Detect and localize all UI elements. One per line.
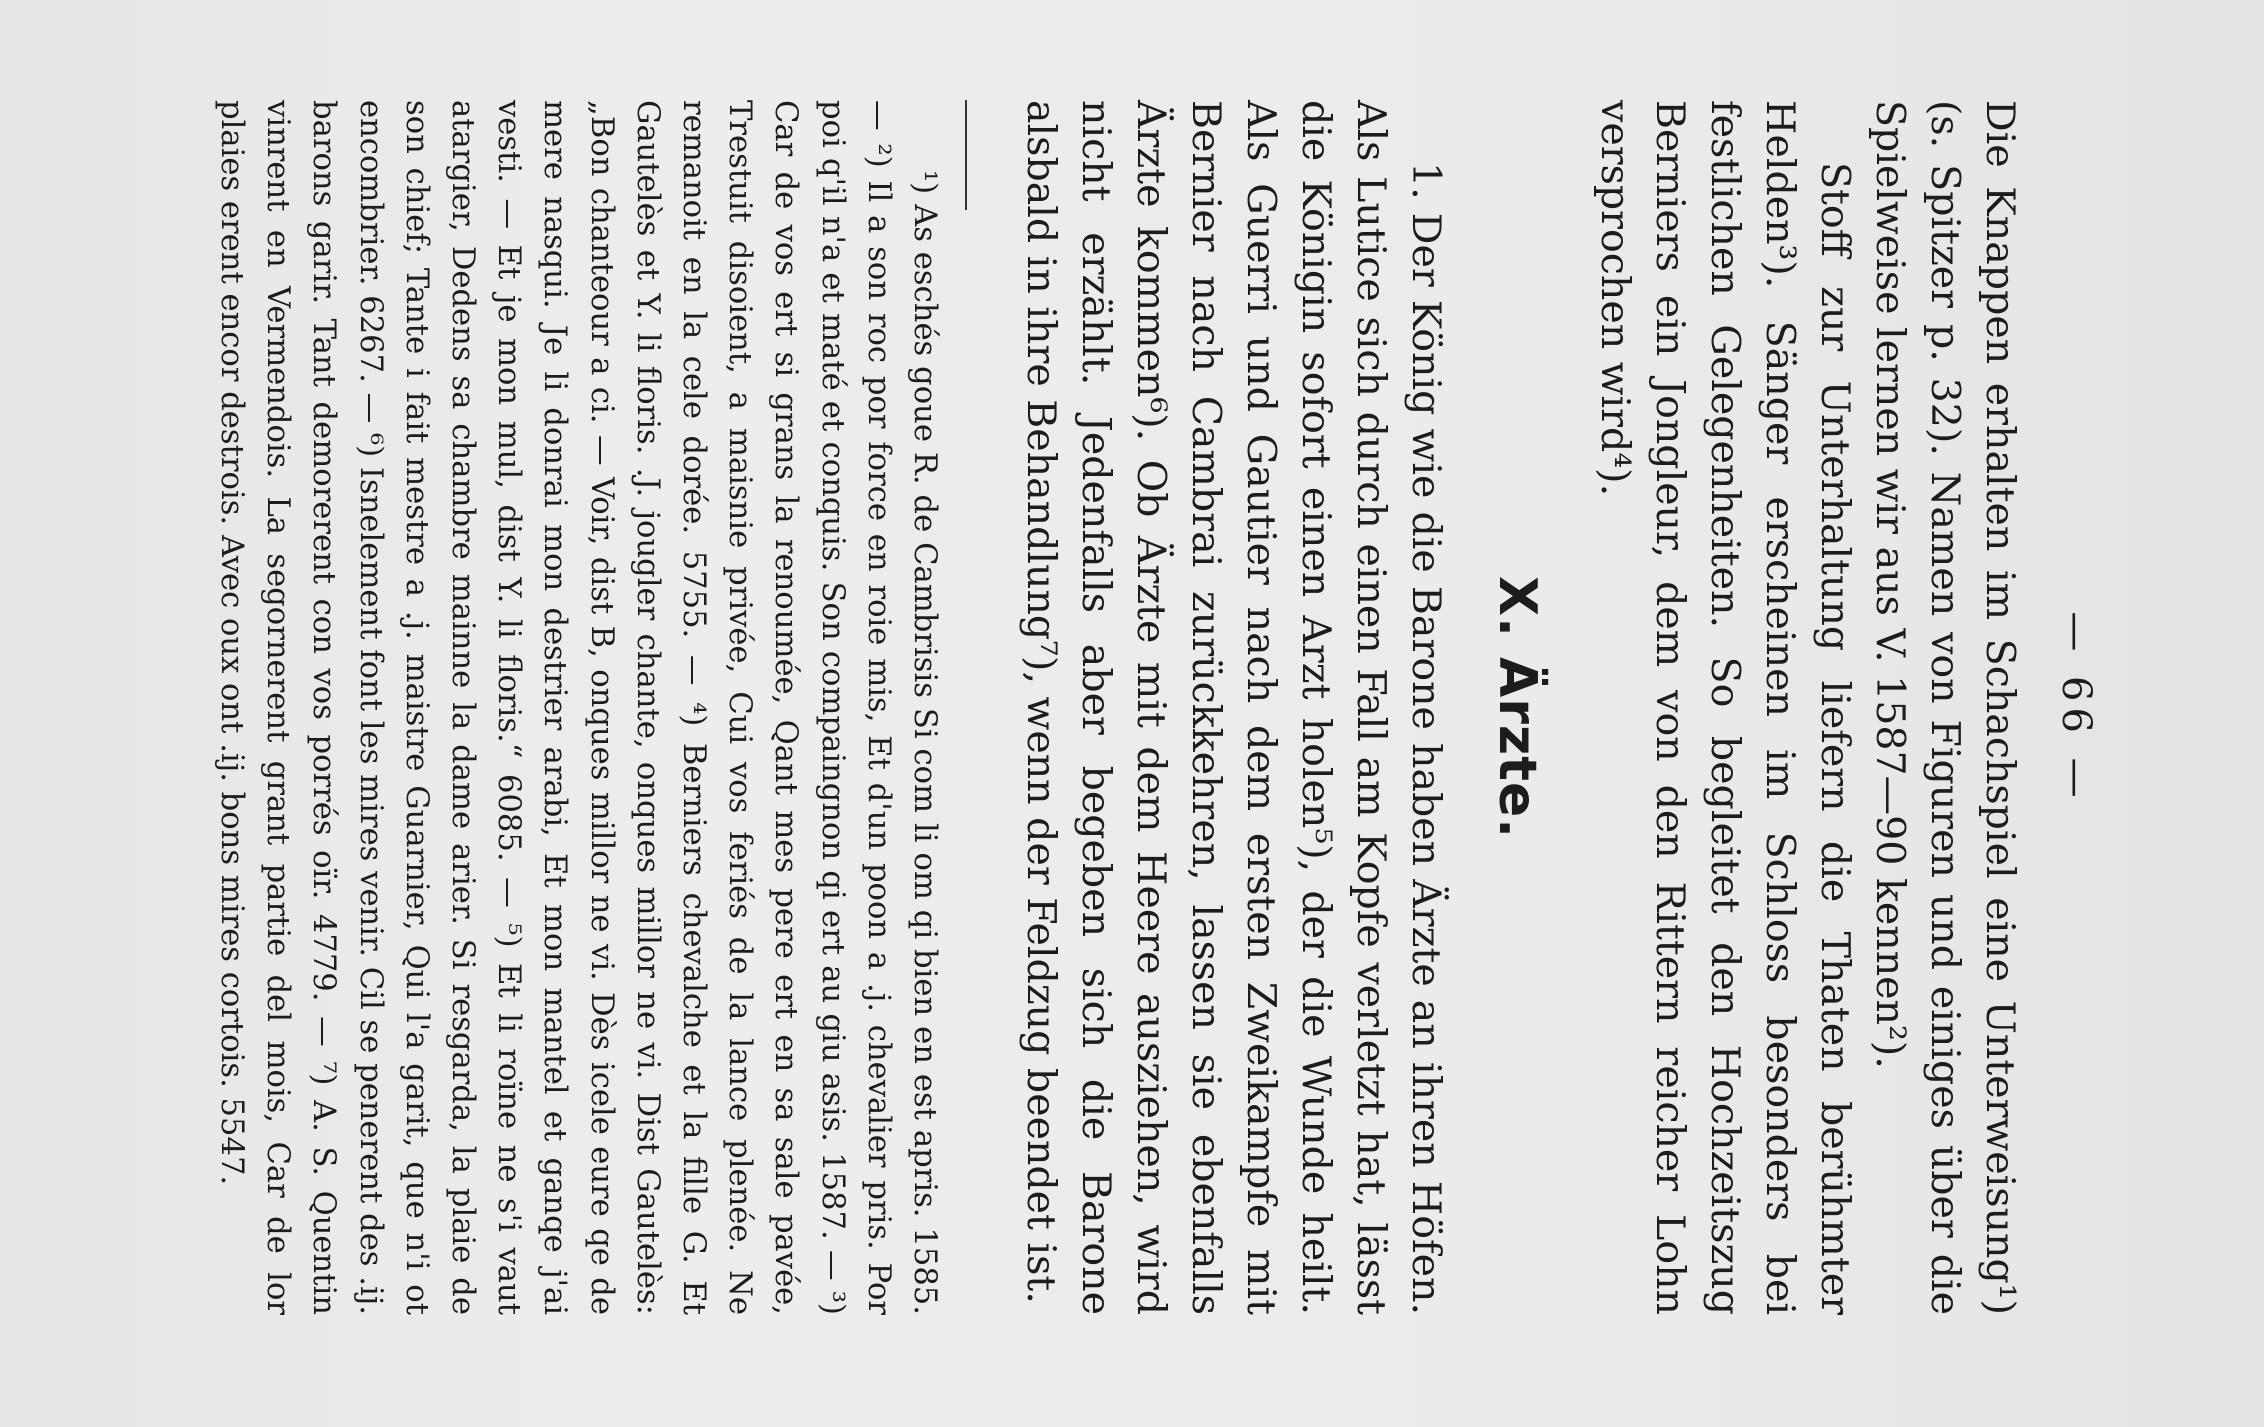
main-text (1013, 100, 2027, 1315)
paragraph: 1. Der König wie die Barone haben Ärzte an ihren Höfen. Als Lutice sich durch einen Fall am Kopfe verletzt hat, lässt die Königin sofort einen Arzt holen⁵), der die Wunde heilt. Als Guerri und Gautier nach dem ersten Zweikampfe mit Bernier nach Cambrai zurückkehren, lassen sie ebenfalls Ärzte kommen⁶). Ob Ärzte mit dem Heere ausziehen, wird nicht erzählt. Jedenfalls aber begeben sich die Barone alsbald in ihre Behandlung⁷), wenn der Feldzug beendet ist. (1018, 100, 1449, 1315)
text-block (208, 100, 2099, 1315)
section-heading: X. Ärzte. (1487, 576, 1547, 839)
page-number: — 66 — (2053, 611, 2099, 804)
footnotes (208, 100, 947, 1315)
footnote-divider (965, 100, 967, 210)
paragraph: Die Knappen erhalten im Schachspiel eine Unterweisung¹) (s. Spitzer p. 32). Namen von Figuren und einiges über die Spielweise lernen wir aus V. 1587—90 kennen²). (1867, 100, 2023, 1315)
footnote-text: ¹) As eschés goue R. de Cambrisis Si com li om qi bien en est apris. 1585. — ²) Il a son roc por force en roie mis, Et d'un poon a .j. chevalier pris. Por poi q'il n'a et maté et conquis. Son compaingnon qi ert au giu asis. 1587. — ³) Car de vos ert si grans la renoumée, Qant mes pere ert en sa sale pavée, Trestuit disoient, a maisnie privée, Cui vos feriés de la lance plenée. Ne remanoit en la cele dorée. 5755. — ⁴) Berniers chevalche et la fille G. Et Gautelès et Y. li floris. .J. jougler chante, onques millor ne vi. Dist Gautelès: „Bon chanteour a ci. — Voir, dist B, onques millor ne vi. Dès icele eure qe de mere nasqui. Je li donrai mon destrier arabi, Et mon mantel et ganqe j'ai vesti. — Et je mon mul, dist Y. li floris.“ 6085. — ⁵) Et li roïne ne s'i vaut atargier, Dedens sa chambre mainne la dame arier. Si resgarda, la plaie de son chief; Tante i fait mestre a .j. maistre Guarnier, Qui l'a garit, que n'i ot encombrier. 6267. — ⁶) Isnelement font les mires venir. Cil se penerent des .ij. barons garir. Tant demorerent con vos porrés oïr. 4779. — ⁷) A. S. Quentin vinrent en Vermendois. La segornerent grant partie del mois, Car de lor plaies erent encor destrois. Avec oux ont .ij. bons mires cortois. 5547. (213, 100, 942, 1315)
paragraph: Stoff zur Unterhaltung liefern die Thaten berühmter Helden³). Sänger erscheinen im Schloss besonders bei festlichen Gelegenheiten. So begleitet den Hochzeitszug Berniers ein Jongleur, dem von den Rittern reicher Lohn versprochen wird⁴). (1592, 100, 1858, 1315)
